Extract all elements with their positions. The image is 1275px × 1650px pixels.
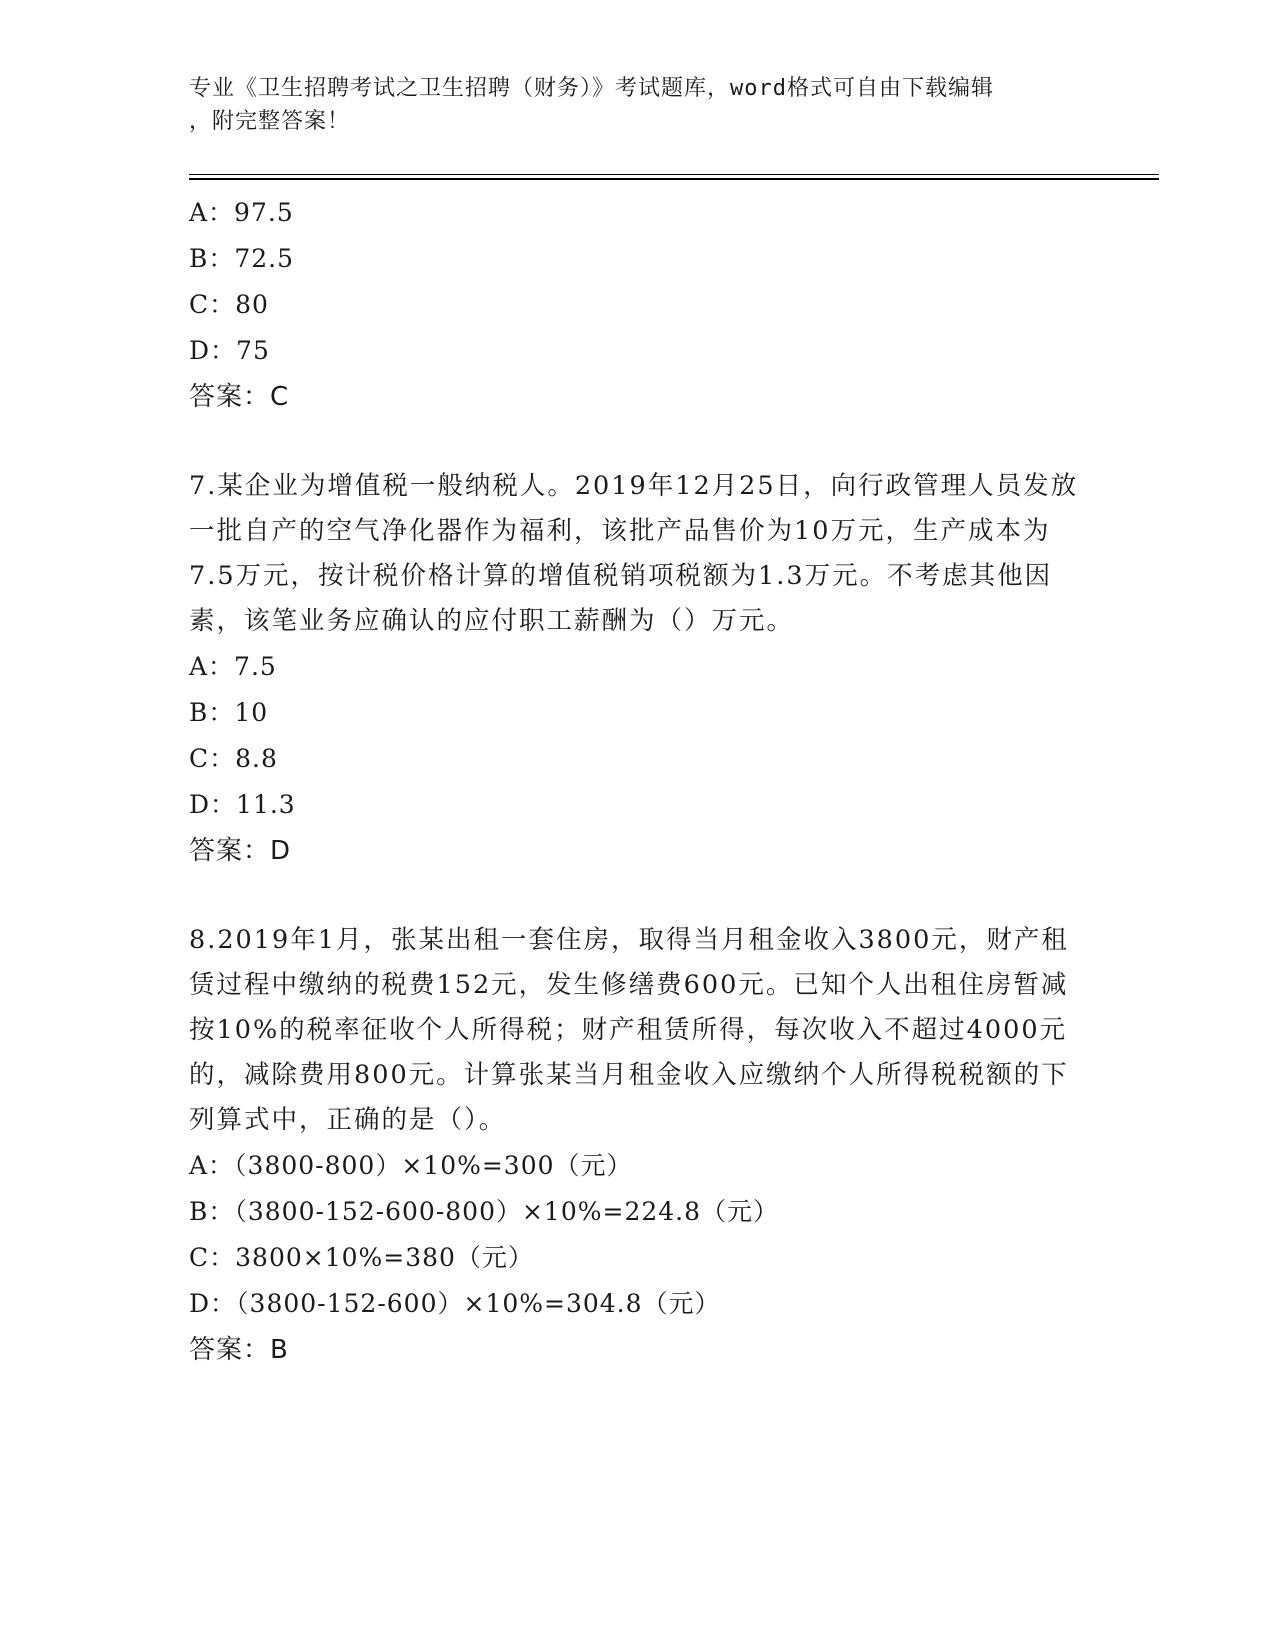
q7-option-d: D：11.3 [189,790,296,819]
header-divider-thick [189,178,1159,180]
header-title-line: 专业《卫生招聘考试之卫生招聘（财务）》考试题库，word格式可自由下载编辑 [189,76,994,101]
q7-stem: 7.某企业为增值税一般纳税人。2019年12月25日，向行政管理人员发放一批自产的空气净化器作为福利，该批产品售价为10万元，生产成本为7.5万元，按计税价格计算的增值税销项税额为1.3万元。不考虑其他因素，该笔业务应确认的应付职工薪酬为（）万元。 [189,471,1079,636]
question-6-fragment [189,190,1089,420]
question-list [189,190,1089,1373]
q8-option-a: A：（3800-800）×10%=300（元） [189,1151,633,1180]
q6-answer: 答案：C [189,382,290,412]
question-8 [189,918,1089,1373]
q8-option-c: C：3800×10%=380（元） [189,1243,534,1272]
q6-option-d: D：75 [189,336,270,365]
q7-answer: 答案：D [189,836,292,866]
header-title-continuation: ，附完整答案！ [189,109,351,134]
q7-option-c: C：8.8 [189,744,278,773]
q7-option-b: B：10 [189,698,269,727]
q8-option-b: B：（3800-152-600-800）×10%=224.8（元） [189,1197,780,1226]
q6-option-c: C：80 [189,290,269,319]
header-divider-thin [189,174,1159,175]
q6-option-a: A：97.5 [189,198,294,227]
q6-option-b: B：72.5 [189,244,295,273]
q7-option-a: A：7.5 [189,652,277,681]
q8-answer: 答案：B [189,1335,289,1365]
page-header [189,72,1089,138]
q8-stem: 8.2019年1月，张某出租一套住房，取得当月租金收入3800元，财产租赁过程中缴纳的税费152元，发生修缮费600元。已知个人出租住房暂减按10%的税率征收个人所得税；财产租赁所得，每次收入不超过4000元的，减除费用800元。计算张某当月租金收入应缴纳个人所得税税额的下列算式中，正确的是（）。 [189,925,1069,1135]
q8-option-d: D：（3800-152-600）×10%=304.8（元） [189,1289,721,1318]
question-7 [189,464,1089,874]
